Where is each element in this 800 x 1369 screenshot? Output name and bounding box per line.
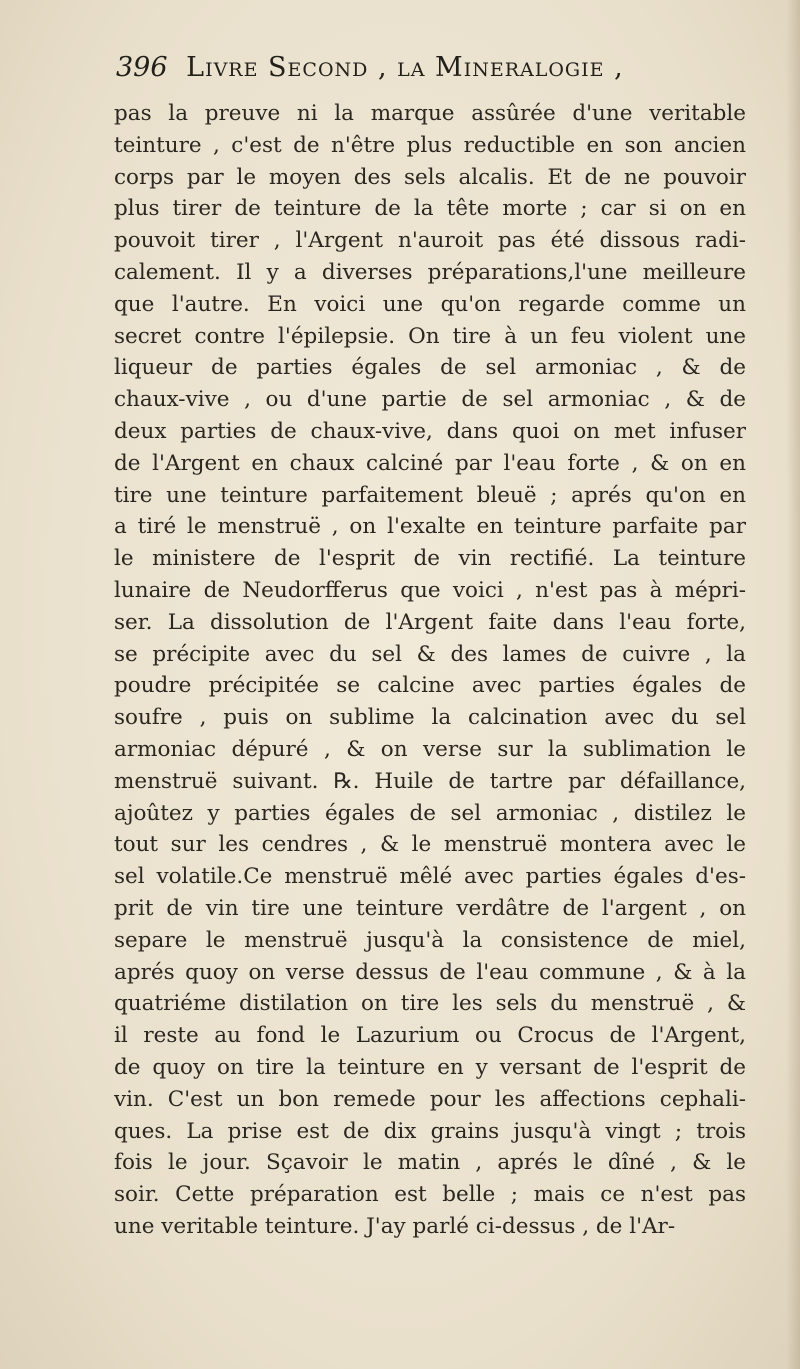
text-line: chaux-vive , ou d'une partie de sel armoniac , & de — [114, 387, 746, 413]
text-line: poudre précipitée se calcine avec parties égales de — [114, 673, 746, 699]
text-line: aprés quoy on verse dessus de l'eau commune , & à la — [114, 959, 746, 985]
text-line: ajoûtez y parties égales de sel armoniac , distilez le — [114, 800, 746, 826]
text-line: deux parties de chaux-vive, dans quoi on met infuser — [114, 418, 746, 444]
text-line: lunaire de Neudorfferus que voici , n'est pas à mépri- — [114, 577, 746, 603]
page-number: 396 — [116, 52, 168, 83]
text-line: ser. La dissolution de l'Argent faite dans l'eau forte, — [114, 609, 746, 635]
text-line: separe le menstruë jusqu'à la consistence de miel, — [114, 927, 746, 953]
text-line: ques. La prise est de dix grains jusqu'à vingt ; trois — [114, 1118, 746, 1144]
text-line: fois le jour. Sçavoir le matin , aprés le dîné , & le — [114, 1150, 746, 1176]
text-line: liqueur de parties égales de sel armoniac , & de — [114, 355, 746, 381]
text-line: soufre , puis on sublime la calcination avec du sel — [114, 705, 746, 731]
text-line: a tiré le menstruë , on l'exalte en teinture parfaite par — [114, 514, 746, 540]
text-line: secret contre l'épilepsie. On tire à un feu violent une — [114, 323, 746, 349]
text-line: vin. C'est un bon remede pour les affections cephali- — [114, 1086, 746, 1112]
text-line: corps par le moyen des sels alcalis. Et de ne pouvoir — [114, 164, 746, 190]
text-line: armoniac dépuré , & on verse sur la sublimation le — [114, 736, 746, 762]
text-line: plus tirer de teinture de la tête morte ; car si on en — [114, 196, 746, 222]
text-line: soir. Cette préparation est belle ; mais ce n'est pas — [114, 1182, 746, 1208]
text-line: tire une teinture parfaitement bleuë ; aprés qu'on en — [114, 482, 746, 508]
text-line: de quoy on tire la teinture en y versant de l'esprit de — [114, 1054, 746, 1080]
text-line: tout sur les cendres , & le menstruë montera avec le — [114, 832, 746, 858]
text-line: pas la preuve ni la marque assûrée d'une veritable — [114, 101, 746, 126]
running-title: Livre Second , la Mineralogie , — [186, 52, 624, 83]
text-line: le ministere de l'esprit de vin rectifié. La teinture — [114, 546, 746, 572]
text-line: une veritable teinture. J'ay parlé ci-dessus , de l'Ar- — [114, 1213, 676, 1239]
body-text — [114, 98, 746, 1243]
text-line: menstruë suivant. ℞. Huile de tartre par défaillance, — [114, 768, 746, 794]
text-line: de l'Argent en chaux calciné par l'eau forte , & on en — [114, 450, 746, 476]
text-line: calement. Il y a diverses préparations,l'une meilleure — [114, 259, 746, 285]
text-line: prit de vin tire une teinture verdâtre de l'argent , on — [114, 895, 746, 921]
page-header — [116, 48, 756, 88]
page-edge-shadow — [786, 0, 800, 1369]
text-line: sel volatile.Ce menstruë mêlé avec parties égales d'es- — [114, 864, 746, 890]
text-line: il reste au fond le Lazurium ou Crocus de l'Argent, — [114, 1023, 746, 1049]
text-line: pouvoit tirer , l'Argent n'auroit pas été dissous radi- — [114, 228, 746, 254]
text-line: teinture , c'est de n'être plus reductible en son ancien — [114, 132, 746, 158]
text-line: quatriéme distilation on tire les sels du menstruë , & — [114, 991, 746, 1017]
text-line: se précipite avec du sel & des lames de cuivre , la — [114, 641, 746, 667]
text-line: que l'autre. En voici une qu'on regarde comme un — [114, 291, 746, 317]
